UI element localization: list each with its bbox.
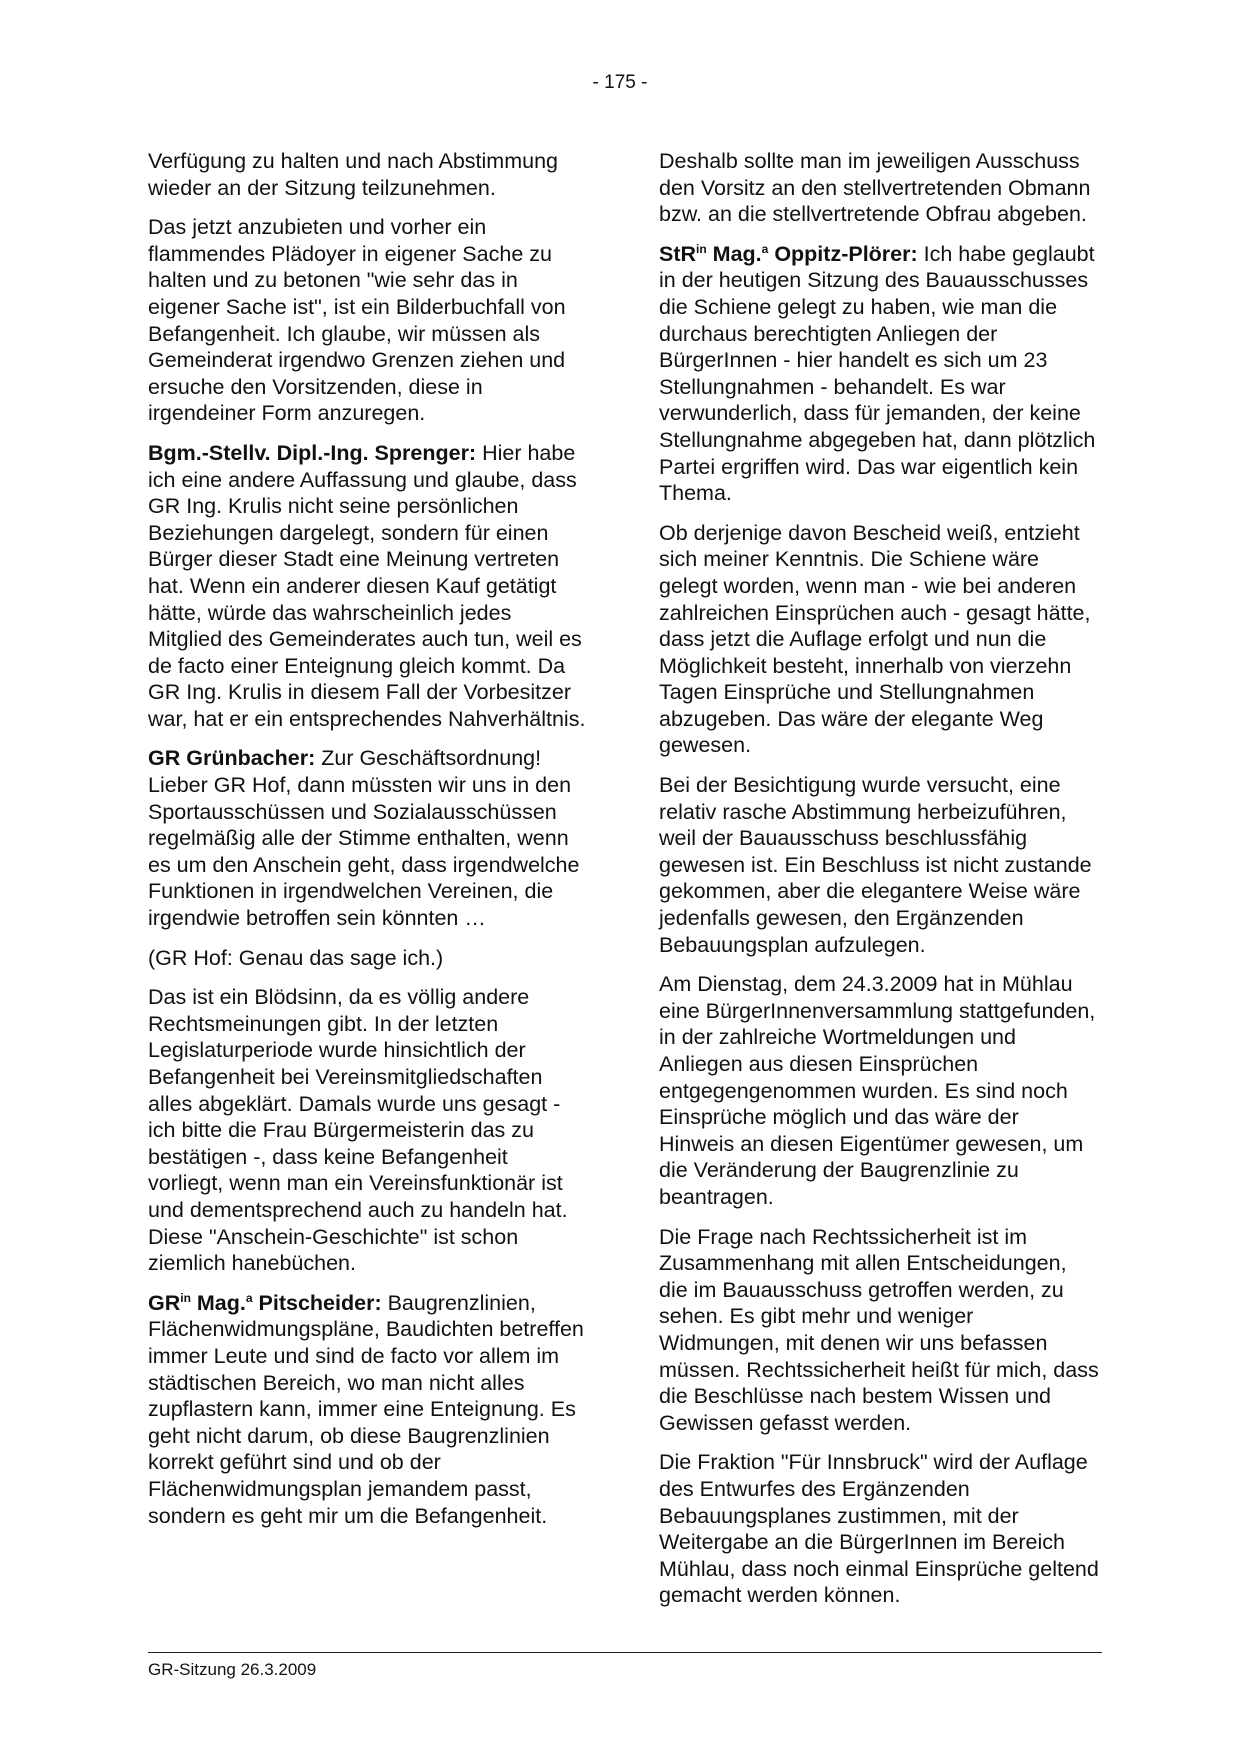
paragraph: Das ist ein Blödsinn, da es völlig andere Rechtsmeinungen gibt. In der letzten Legislaturperiode wurde hinsichtlich der Befangenheit bei Vereinsmitgliedschaften alles abgeklärt. Damals wurde uns gesagt - ich bitte die Frau Bürgermeisterin das zu bestätigen -, dass keine Befangenheit vorliegt, wenn man ein Vereinsfunktionär ist und dementsprechend auch zu handeln hat. Diese "Anschein-Geschichte" ist schon ziemlich hanebüchen. bbox=[148, 985, 568, 1276]
paragraph: Deshalb sollte man im jeweiligen Ausschuss den Vorsitz an den stellvertretenden Obmann bzw. an die stellvertretende Obfrau abgeben. bbox=[659, 149, 1091, 227]
paragraph: Das jetzt anzubieten und vorher ein flammendes Plädoyer in eigener Sache zu halten und zu betonen "wie sehr das in eigener Sache ist", ist ein Bilderbuchfall von Befangenheit. Ich glaube, wir müssen als Gemeinderat irgendwo Grenzen ziehen und ersuche den Vorsitzenden, diese in irgendeiner Form anzuregen. bbox=[148, 215, 566, 426]
speech-text: Hier habe ich eine andere Auffassung und glaube, dass GR Ing. Krulis nicht seine persönlichen Beziehungen dargelegt, sondern für einen Bürger dieser Stadt eine Meinung vertreten hat. Wenn ein anderer diesen Kauf getätigt hätte, würde das wahrscheinlich jedes Mitglied des Gemeinderates auch tun, weil es de facto einer Enteignung gleich kommt. Da GR Ing. Krulis in diesem Fall der Vorbesitzer war, hat er ein entsprechendes Nahverhältnis. bbox=[148, 440, 586, 731]
interjection: (GR Hof: Genau das sage ich.) bbox=[148, 945, 444, 970]
speech-text: Zur Geschäftsordnung! Lieber GR Hof, dann müssten wir uns in den Sportausschüssen und Sozialausschüssen regelmäßig alle der Stimme enthalten, wenn es um den Anschein geht, dass irgendwelche Funktionen in irgendwelchen Vereinen, die irgendwie betroffen sein könnten … bbox=[148, 746, 580, 931]
speaker-name bbox=[659, 242, 918, 266]
paragraph: Verfügung zu halten und nach Abstimmung wieder an der Sitzung teilzunehmen. bbox=[148, 149, 558, 200]
speech-gruenbacher bbox=[148, 745, 588, 931]
speaker-name bbox=[148, 1291, 382, 1315]
speaker-degree: Mag. bbox=[190, 1290, 246, 1315]
paragraph: Die Fraktion "Für Innsbruck" wird der Auflage des Entwurfes des Ergänzenden Bebauungsplanes zustimmen, mit der Weitergabe an die BürgerInnen im Bereich Mühlau, dass noch einmal Einsprüche geltend gemacht werden können. bbox=[659, 1450, 1099, 1608]
paragraph: Die Frage nach Rechtssicherheit ist im Zusammenhang mit allen Entscheidungen, die im Bauausschuss getroffen werden, zu sehen. Es gibt mehr und weniger Widmungen, mit denen wir uns befassen müssen. Rechtssicherheit heißt für mich, dass die Beschlüsse nach bestem Wissen und Gewissen gefasst werden. bbox=[659, 1224, 1099, 1435]
paragraph: Ob derjenige davon Bescheid weiß, entzieht sich meiner Kenntnis. Die Schiene wäre gelegt worden, wenn man - wie bei anderen zahlreichen Einsprüchen auch - gesagt hätte, dass jetzt die Auflage erfolgt und nun die Möglichkeit besteht, innerhalb von vierzehn Tagen Einsprüche und Stellungnahmen abzugeben. Das wäre der elegante Weg gewesen. bbox=[659, 520, 1091, 758]
speaker-name: Bgm.-Stellv. Dipl.-Ing. Sprenger: bbox=[148, 440, 477, 465]
speaker-name: GR Grünbacher: bbox=[148, 746, 316, 771]
superscript: in bbox=[180, 1290, 191, 1305]
speaker-surname: Pitscheider: bbox=[252, 1290, 382, 1315]
speech-text: Ich habe geglaubt in der heutigen Sitzung des Bauausschusses die Schiene gelegt zu haben, wie man die durchaus berechtigten Anliegen der BürgerInnen - hier handelt es sich um 23 Stellungnahmen - behandelt. Es war verwunderlich, dass für jemanden, der keine Stellungnahme abgegeben hat, dann plötzlich Partei ergriffen wird. Das war eigentlich kein Thema. bbox=[659, 241, 1096, 506]
paragraph: Bei der Besichtigung wurde versucht, eine relativ rasche Abstimmung herbeizuführen, weil der Bauausschuss beschlussfähig gewesen ist. Ein Beschluss ist nicht zustande gekommen, aber die elegantere Weise wäre jedenfalls gewesen, den Ergänzenden Bebauungsplan aufzulegen. bbox=[659, 773, 1092, 957]
paragraph: Am Dienstag, dem 24.3.2009 hat in Mühlau eine BürgerInnenversammlung stattgefunden, in der zahlreiche Wortmeldungen und Anliegen aus diesen Einsprüchen entgegengenommen wurden. Es sind noch Einsprüche möglich und das wäre der Hinweis an diesen Eigentümer gewesen, um die Veränderung der Baugrenzlinie zu beantragen. bbox=[659, 972, 1096, 1209]
superscript: in bbox=[696, 241, 707, 256]
superscript: a bbox=[761, 241, 769, 256]
speech-sprenger bbox=[148, 440, 588, 733]
speaker-degree: Mag. bbox=[706, 241, 762, 266]
speech-text: Baugrenzlinien, Flächenwidmungspläne, Baudichten betreffen immer Leute und sind de facto vor allem im städtischen Bereich, wo man nicht alles zupflastern kann, immer eine Enteignung. Es geht nicht darum, ob diese Baugrenzlinien korrekt geführt sind und ob der Flächenwidmungsplan jemandem passt, sondern es geht mir um die Befangenheit. bbox=[148, 1290, 584, 1528]
speaker-title: StR bbox=[659, 241, 697, 266]
left-column bbox=[148, 148, 588, 1542]
speech-pitscheider bbox=[148, 1290, 588, 1529]
footer-divider bbox=[148, 1652, 1102, 1653]
speaker-surname: Oppitz-Plörer: bbox=[768, 241, 918, 266]
right-column bbox=[659, 148, 1099, 1622]
page-number: - 175 - bbox=[592, 72, 648, 93]
speech-oppitz-ploerer bbox=[659, 241, 1099, 507]
speaker-title: GR bbox=[148, 1290, 181, 1315]
superscript: a bbox=[245, 1290, 253, 1305]
footer-session-date: GR-Sitzung 26.3.2009 bbox=[148, 1660, 317, 1679]
